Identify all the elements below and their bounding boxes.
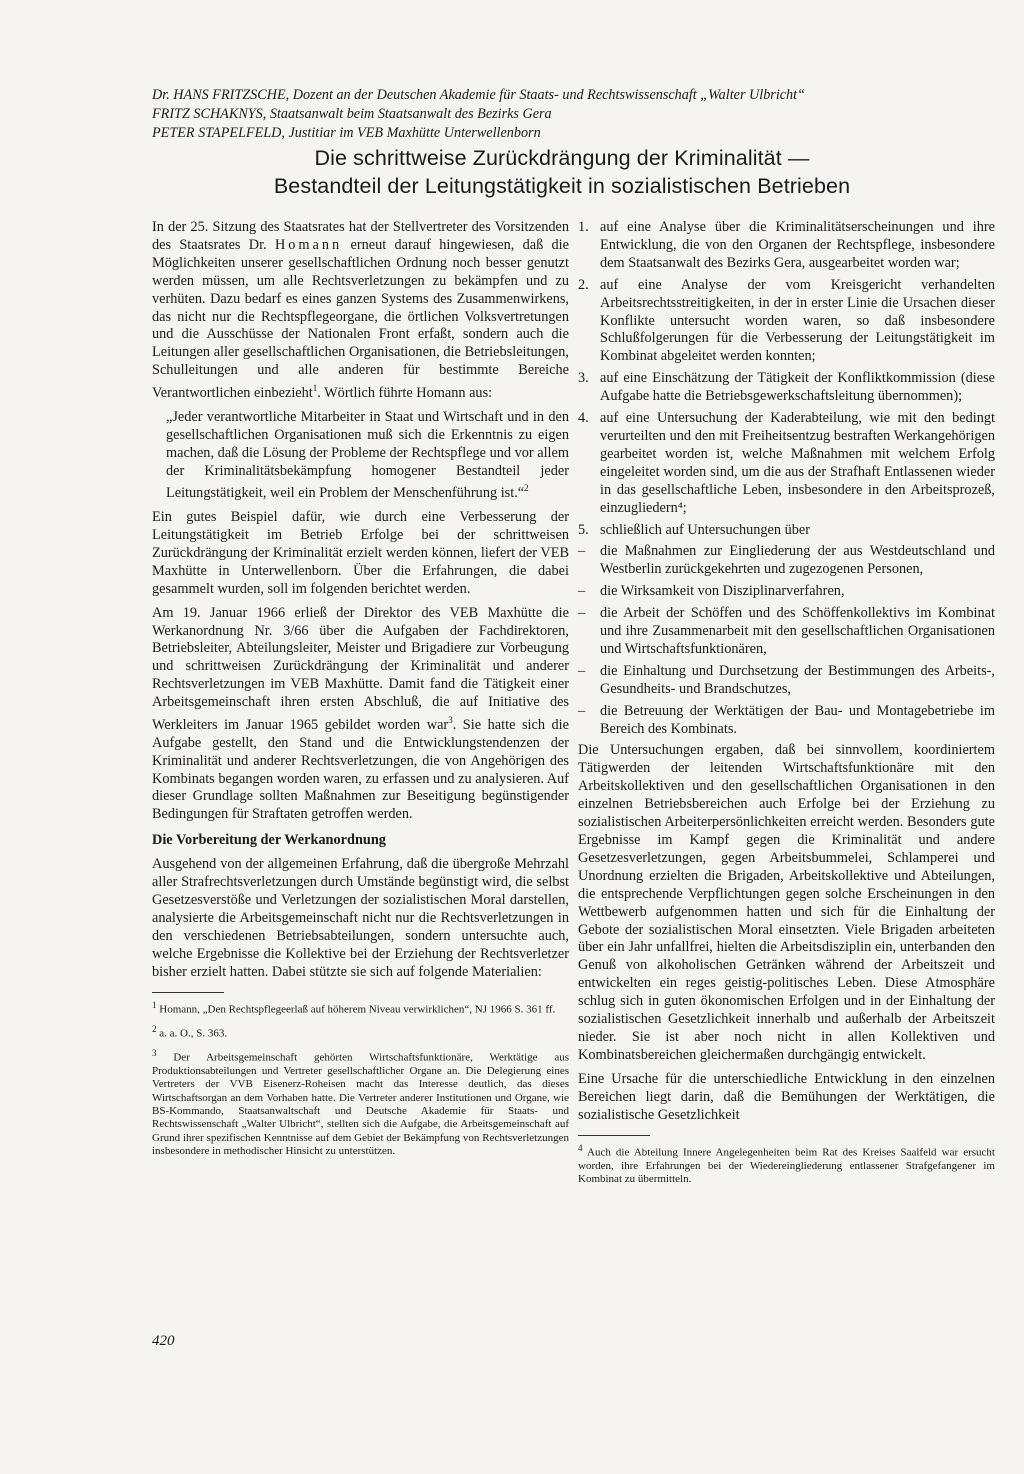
block-quote: „Jeder verantwortliche Mitarbeiter in Staat und Wirtschaft und in den gesellschaftlichen Organisationen muß sich die Erkenntnis zu eigen machen, daß die Lösung der Probleme der Rechtspflege und vor allem der Kriminalitätsbekämpfung homogener Bestandteil jeder Leitungstätigkeit, weil ein Problem der Menschenführung ist.“$^2$	[166, 408, 569, 502]
person-name: Homann	[274, 236, 343, 253]
title-line: Bestandteil der Leitungstätigkeit in sozialistischen Betrieben	[273, 174, 851, 198]
section-heading: Die Vorbereitung der Werkanordnung	[152, 832, 386, 849]
paragraph: Ausgehend von der allgemeinen Erfahrung, daß die übergroße Mehrzahl aller Strafrechtsverletzungen durch Umstände begünstigt wird, die selbst Gesetzesverstöße und Verletzungen der sozialistischen Moral darstellen, analysierte die Arbeitsgemeinschaft nicht nur die Rechtsverletzungen in den verschiedenen Betriebsabteilungen, sondern untersuchte auch, welche Ergebnisse die Kollektive bei der Erziehung der Rechtsverletzer bisher erzielt hatten. Dabei stützte sie sich auf folgende Materialien:	[152, 856, 569, 980]
footnote-ref: 2	[524, 483, 529, 494]
list-item: 3. auf eine Einschätzung der Tätigkeit der Konfliktkommission (diese Aufgabe hatte die Betriebsgewerkschaftsleitung übernommen);	[578, 370, 995, 405]
list-item: 2. auf eine Analyse der vom Kreisgericht verhandelten Arbeitsrechtsstreitigkeiten, in der in erster Linie die Ursachen dieser Konflikte untersucht worden waren, so daß insbesondere Schlußfolgerungen für die Verbesserung der Leitungstätigkeit im Kombinat abgeleitet werden konnten;	[578, 276, 995, 365]
dash-item: – die Wirksamkeit von Disziplinarverfahren,	[578, 583, 845, 600]
dash-item: – die Arbeit der Schöffen und des Schöffenkollektivs im Kombinat und ihre Zusammenarbeit mit den gesellschaftlichen Organisationen und Wirtschaftsfunktionären,	[578, 605, 995, 657]
dash-item: – die Betreuung der Werktätigen der Bau- und Montagebetriebe im Bereich des Kombinats.	[578, 702, 995, 737]
paragraph: In der 25. Sitzung des Staatsrates hat der Stellvertreter des Vorsitzenden des Staatsrates Dr. Homann erneut darauf hingewiesen, daß die Möglichkeiten unserer gesellschaftlichen Ordnung noch besser genutzt werden müssen, um alle Rechtsverletzungen zu bekämpfen und zu verhüten. Dazu bedarf es eines ganzen Systems des Zusammenwirkens, das nicht nur die Rechtspflegeorgane, die örtlichen Volksvertretungen und die Ausschüsse der Nationalen Front erfaßt, sondern auch die Leitungen aller gesellschaftlichen Organisationen, die Betriebsleitungen, Schulleitungen und alle anderen für bestimmte Bereiche Verantwortlichen einbezieht$^1$. Wörtlich führte Homann aus:	[152, 219, 570, 401]
author-line: PETER STAPELFELD, Justitiar im VEB Maxhütte Unterwellenborn	[152, 125, 541, 141]
title-line: Die schrittweise Zurückdrängung der Kriminalität —	[314, 146, 810, 170]
author-line: Dr. HANS FRITZSCHE, Dozent an der Deutschen Akademie für Staats- und Rechtswissenschaft „Walter Ulbricht“	[152, 87, 805, 103]
right-column	[578, 219, 995, 1192]
footnote: $^1$ Homann, „Den Rechtspflegeerlaß auf höherem Niveau verwirklichen“, NJ 1966 S. 361 ff.	[152, 999, 556, 1016]
list-item: 5. schließlich auf Untersuchungen über	[578, 521, 811, 538]
footnote-divider	[152, 992, 224, 993]
footnote-ref: 1	[312, 383, 318, 394]
list-item: 4. auf eine Untersuchung der Kaderabteilung, wie mit den bedingt verurteilten und den mit Freiheitsentzug bestraften Werkangehörigen gearbeitet worden ist, welche Maßnahmen mit welchem Erfolg eingeleitet worden sind, um die aus der Strafhaft Entlassenen wieder in das gesellschaftliche Leben, insbesondere in den Arbeitsprozeß, einzugliedern⁴;	[578, 410, 995, 516]
author-line: FRITZ SCHAKNYS, Staatsanwalt beim Staatsanwalt des Bezirks Gera	[152, 106, 552, 122]
paragraph: Die Untersuchungen ergaben, daß bei sinnvollem, koordiniertem Tätigwerden der leitenden Wirtschaftsfunktionäre mit den Arbeitskollektiven und den gesellschaftlichen Organisationen in den einzelnen Betriebsbereichen auch Erfolge bei der Erziehung zu sozialistischen Arbeiterpersönlichkeiten erreicht werden. Besonders gute Ergebnisse im Kampf gegen die Kriminalität und andere Gesetzesverletzungen, gegen Arbeitsbummelei, Schlamperei und Unordnung erzielten die Brigaden, Arbeitskollektive und Abteilungen, die entsprechende Verpflichtungen gegen solche Erscheinungen in den Wettbewerb aufgenommen hatten und sich für die Einhaltung der Gebote der sozialistischen Moral einsetzten. Viele Brigaden arbeiteten über ein Jahr unfallfrei, hielten die Arbeitsdisziplin ein, unterbanden den Genuß von alkoholischen Getränken während der Arbeitszeit und entwickelten ein reges geistig-politisches Leben. Diese Atmosphäre schlug sich in guten ökonomischen Erfolgen und in der Einhaltung der sozialistischen Gesetzlichkeit innerhalb und außerhalb der Arbeitszeit nieder. Sie ist aber noch nicht in allen Kollektiven und Kombinatsbereichen gleichermaßen durchgängig entwickelt.	[578, 742, 995, 1063]
article-title	[152, 144, 972, 200]
page-number: 420	[152, 1333, 175, 1349]
paragraph: Am 19. Januar 1966 erließ der Direktor des VEB Maxhütte die Werkanordnung Nr. 3/66 über die Aufgaben der Fachdirektoren, Betriebsleiter, Abteilungsleiter, Meister und Brigadiere zur Vorbeugung und schrittweisen Zurückdrängung der Kriminalität und anderer Rechtsverletzungen im VEB Maxhütte. Damit fand die Tätigkeit einer Arbeitsgemeinschaft ihren ersten Abschluß, die auf Initiative des Werkleiters im Januar 1965 gebildet worden war$^3$. Sie hatte sich die Aufgabe gestellt, den Stand und die Entwicklungstendenzen der Kriminalität und anderer Rechtsverletzungen, die von Angehörigen des Kombinats begangen worden waren, zu erfassen und zu analysieren. Auf dieser Grundlage sollten Maßnahmen zur Beseitigung begünstigender Bedingungen für Straftaten getroffen werden.	[152, 604, 570, 823]
footnote: $^2$ a. a. O., S. 363.	[152, 1023, 228, 1040]
dash-item: – die Maßnahmen zur Eingliederung der aus Westdeutschland und Westberlin zurückgekehrten und zugezogenen Personen,	[578, 543, 995, 578]
left-column	[152, 219, 569, 1165]
footnote-divider	[578, 1135, 650, 1136]
paragraph: Eine Ursache für die unterschiedliche Entwicklung in den einzelnen Bereichen liegt darin, daß die Bemühungen der Werktätigen, die sozialistische Gesetzlichkeit	[578, 1070, 995, 1123]
footnote: $^3$ Der Arbeitsgemeinschaft gehörten Wirtschaftsfunktionäre, Werktätige aus Produktionsabteilungen und Vertreter gesellschaftlicher Organe an. Die Delegierung eines Vertreters der VVB Eisenerz-Roheisen macht das Interesse deutlich, das dieses Wirtschaftsorgan an dem Vorhaben hatte. Die Vertreter anderer Institutionen und Organe, wie BS-Kommando, Staatsanwaltschaft und Deutsche Akademie für Staats- und Rechtswissenschaft „Walter Ulbricht“, stellten sich die Aufgabe, die Arbeitsgemeinschaft auf Grund ihrer spezifischen Kenntnisse auf dem Gebiet der Bekämpfung von Rechtsverletzungen insbesondere in methodischer Hinsicht zu unterstützen.	[152, 1047, 569, 1158]
paragraph: Ein gutes Beispiel dafür, wie durch eine Verbesserung der Leitungstätigkeit im Betrieb Erfolge bei der schrittweisen Zurückdrängung der Kriminalität erzielt werden können, liefert der VEB Maxhütte in Unterwellenborn. Über die Erfahrungen, die dabei gesammelt wurden, soll im folgenden berichtet werden.	[152, 509, 569, 597]
author-list	[152, 86, 982, 143]
footnote: $^4$ Auch die Abteilung Innere Angelegenheiten beim Rat des Kreises Saalfeld war ersucht worden, ihre Erfahrungen bei der Wiedereingliederung entlassener Strafgefangener im Kombinat zu übermitteln.	[578, 1142, 995, 1185]
dash-item: – die Einhaltung und Durchsetzung der Bestimmungen des Arbeits-, Gesundheits- und Brandschutzes,	[578, 662, 995, 697]
list-item: 1. auf eine Analyse über die Kriminalitätserscheinungen und ihre Entwicklung, die von den Organen der Rechtspflege, insbesondere dem Staatsanwalt des Bezirks Gera, ausgearbeitet worden war;	[578, 219, 995, 271]
footnote-ref: 3	[448, 715, 453, 726]
